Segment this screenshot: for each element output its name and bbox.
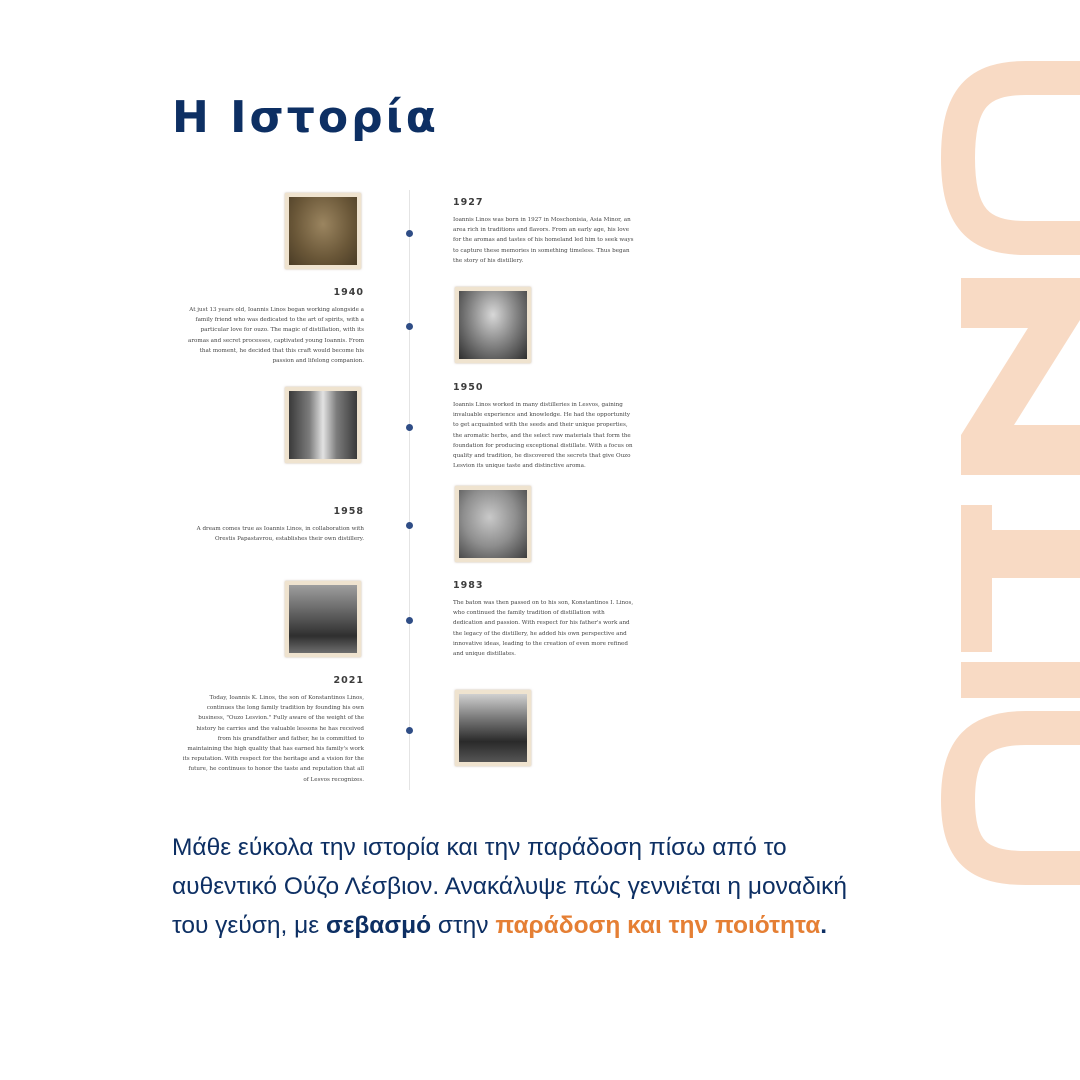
timeline-entry-2021: [182, 675, 364, 785]
entry-text: A dream comes true as Ioannis Linos, in collaboration with Orestis Papastavrou, establishes their own distillery.: [196, 526, 364, 543]
timeline-dot: [406, 323, 413, 330]
photo-1940: [455, 287, 531, 363]
caption-part1: Μάθε εύκολα την ιστορία και την παράδοση πίσω από το αυθεντικό Ούζο Λέσβιον. Ανακάλυψε πώς γεννιέται η μοναδική του γεύση, με: [172, 834, 847, 939]
timeline-entry-1958: [182, 506, 364, 544]
page-title: Η Ιστορία: [172, 92, 439, 143]
entry-year: 1927: [453, 197, 484, 208]
photo-1983: [285, 581, 361, 657]
entry-year: 1950: [453, 382, 484, 393]
entry-year: 2021: [333, 675, 364, 686]
caption-text: [172, 828, 852, 945]
caption-end: .: [820, 912, 828, 939]
timeline-entry-1940: [182, 287, 364, 366]
timeline-entry-1983: [453, 580, 635, 659]
caption-part2: στην: [431, 912, 496, 939]
entry-text: At just 13 years old, Ioannis Linos began working alongside a family friend who was dedicated to the art of spirits, with a particular love for ouzo. The magic of distillation, with its aromas and secret processes, captivated young Ioannis. From that moment, he decided that this craft would become his passion and lifelong companion.: [188, 307, 364, 365]
timeline-dot: [406, 424, 413, 431]
caption-respect-highlight: σεβασμό: [325, 912, 432, 939]
background-ouzo-word: [956, 30, 1080, 870]
entry-year: 1958: [333, 506, 364, 517]
timeline-dot: [406, 230, 413, 237]
timeline-line: [409, 190, 410, 790]
entry-text: The baton was then passed on to his son, Konstantinos I. Linos, who continued the family tradition of distillation with dedication and passion. With respect for his father's work and the legacy of the distillery, he added his own perspective and innovative ideas, leading to the creation of even more refined and unique distillates.: [453, 600, 634, 658]
caption-tradition-highlight: παράδοση και την ποιότητα: [495, 912, 821, 939]
photo-1927: [285, 193, 361, 269]
photo-1950: [285, 387, 361, 463]
timeline-entry-1927: [453, 197, 635, 266]
timeline-dot: [406, 522, 413, 529]
entry-text: Today, Ioannis K. Linos, the son of Konstantinos Linos, continues the long family tradition by founding his own business, "Ouzo Lesvion." Fully aware of the weight of the history he carries and the valuable lessons he has received from his grandfather and father, he is committed to maintaining the high quality that has earned his family's work its reputation. With respect for the heritage and a vision for the future, he continues to honor the taste and reputation that all of Lesvos recognizes.: [182, 695, 364, 783]
timeline-dot: [406, 727, 413, 734]
photo-1958: [455, 486, 531, 562]
entry-text: Ioannis Linos was born in 1927 in Moschonisia, Asia Minor, an area rich in traditions and flavors. From an early age, his love for the aromas and tastes of his homeland led him to seek ways to capture these memories in something timeless. Thus began the story of his distillery.: [453, 217, 634, 264]
timeline-dot: [406, 617, 413, 624]
entry-year: 1983: [453, 580, 484, 591]
entry-text: Ioannis Linos worked in many distilleries in Lesvos, gaining invaluable experience and knowledge. He had the opportunity to get acquainted with the seeds and their unique properties, the aromatic herbs, and the select raw materials that form the foundation for producing exceptional distillate. With a focus on quality and tradition, he discovered the secrets that give Ouzo Lesvion its unique taste and distinctive aroma.: [453, 402, 633, 470]
photo-2021: [455, 690, 531, 766]
entry-year: 1940: [333, 287, 364, 298]
history-timeline: [180, 185, 640, 795]
timeline-entry-1950: [453, 382, 635, 471]
